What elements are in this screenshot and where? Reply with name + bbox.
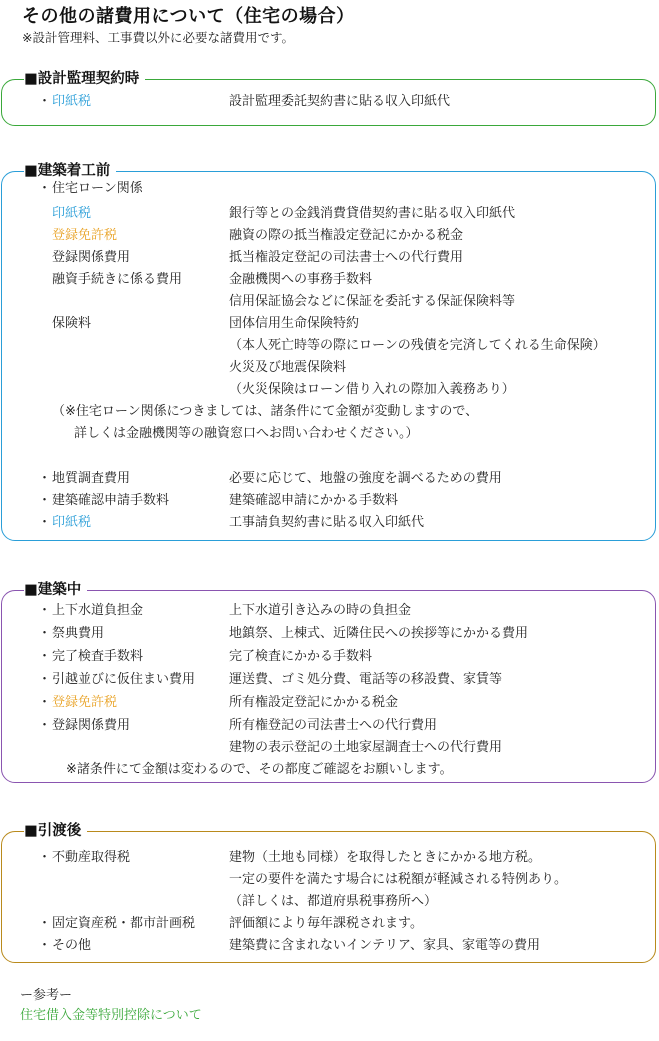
survey-desc: 必要に応じて、地盤の強度を調べるための費用 (229, 471, 502, 486)
loan-fee-desc: 金融機関への事務手数料 (229, 272, 373, 287)
loan-fee-label: 融資手続きに係る費用 (52, 272, 183, 287)
registration-tax-desc: 所有権設定登記にかかる税金 (229, 695, 399, 710)
inspection-label: 完了検査手数料 (52, 649, 144, 664)
loan-note: （※住宅ローン関係につきましては、諸条件にて金額が変動しますので、 (52, 404, 479, 419)
loan-fee-desc: 信用保証協会などに保証を委託する保証保険料等 (229, 294, 516, 309)
stamp-tax-desc: 銀行等との金銭消費貸借契約書に貼る収入印紙代 (229, 206, 516, 221)
acquisition-tax-label: 不動産取得税 (52, 850, 131, 865)
registration-tax-label: 登録免許税 (52, 228, 118, 243)
bullet: ・ (38, 718, 52, 733)
other-desc: 建築費に含まれないインテリア、家具、家電等の費用 (229, 938, 540, 953)
registration-fee-label: 登録関係費用 (52, 718, 131, 733)
bullet: ・ (38, 938, 52, 953)
bullet: ・ (38, 603, 52, 618)
registration-tax-label: 登録免許税 (52, 695, 118, 710)
bullet: ・ (38, 649, 52, 664)
insurance-desc: 火災及び地震保険料 (229, 360, 347, 375)
reference-label: ー参考ー (20, 988, 73, 1003)
survey-label: 地質調査費用 (52, 471, 131, 486)
bullet: ・ (38, 916, 52, 931)
bullet: ・ (38, 850, 52, 865)
inspection-desc: 完了検査にかかる手数料 (229, 649, 373, 664)
bullet: ・ (38, 515, 52, 530)
bullet: ・ (38, 672, 52, 687)
bullet: ・ (38, 471, 52, 486)
during-note: ※諸条件にて金額は変わるので、その都度ご確認をお願いします。 (66, 762, 453, 777)
acquisition-tax-desc: 建物（土地も同様）を取得したときにかかる地方税。 (229, 850, 542, 865)
property-tax-label: 固定資産税・都市計画税 (52, 916, 196, 931)
tax-deduction-link[interactable]: 住宅借入金等特別控除について (20, 1008, 202, 1023)
construction-start-section (1, 163, 656, 541)
loan-heading: 住宅ローン関係 (52, 181, 143, 196)
registration-fee-desc: 所有権登記の司法書士への代行費用 (229, 718, 438, 733)
acquisition-tax-desc: 一定の要件を満たす場合には税額が軽減される特例あり。 (229, 872, 568, 887)
bullet: ・ (38, 626, 52, 641)
design-contract-heading: ■設計監理契約時 (24, 69, 145, 89)
page-subtitle: ※設計管理料、工事費以外に必要な諸費用です。 (22, 30, 294, 45)
bullet: ・ (38, 493, 52, 508)
moving-desc: 運送費、ゴミ処分費、電話等の移設費、家賃等 (229, 672, 503, 687)
water-label: 上下水道負担金 (52, 603, 144, 618)
bullet: ・ (38, 181, 52, 196)
design-contract-section (1, 71, 656, 126)
insurance-desc: （本人死亡時等の際にローンの残債を完済してくれる生命保険） (229, 338, 606, 353)
page-title: その他の諸費用について（住宅の場合） (22, 6, 355, 27)
registration-tax-desc: 融資の際の抵当権設定登記にかかる税金 (229, 228, 464, 243)
insurance-desc: （火災保険はローン借り入れの際加入義務あり） (229, 382, 515, 397)
after-handover-heading: ■引渡後 (24, 821, 87, 841)
loan-note: 詳しくは金融機関等の融資窓口へお問い合わせください。） (74, 426, 419, 441)
property-tax-desc: 評価額により毎年課税されます。 (229, 916, 423, 931)
registration-fee-desc: 建物の表示登記の土地家屋調査士への代行費用 (229, 740, 503, 755)
stamp-tax-label: 印紙税 (52, 206, 92, 221)
during-construction-section (1, 582, 656, 783)
ceremony-label: 祭典費用 (52, 626, 105, 641)
acquisition-tax-desc: （詳しくは、都道府県税事務所へ） (229, 894, 438, 909)
after-handover-section (1, 823, 656, 963)
other-label: その他 (52, 938, 92, 953)
stamp-tax-desc: 工事請負契約書に貼る収入印紙代 (229, 515, 425, 530)
bullet: ・ (38, 94, 52, 109)
registration-fee-label: 登録関係費用 (52, 250, 131, 265)
stamp-tax-label: 印紙税 (52, 515, 92, 530)
stamp-tax-desc: 設計監理委託契約書に貼る収入印紙代 (229, 94, 451, 109)
confirmation-label: 建築確認申請手数料 (52, 493, 170, 508)
insurance-label: 保険料 (52, 316, 92, 331)
moving-label: 引越並びに仮住まい費用 (52, 672, 196, 687)
registration-fee-desc: 抵当権設定登記の司法書士への代行費用 (229, 250, 464, 265)
stamp-tax-label: 印紙税 (52, 94, 92, 109)
construction-start-heading: ■建築着工前 (24, 161, 116, 181)
insurance-desc: 団体信用生命保険特約 (229, 316, 360, 331)
confirmation-desc: 建築確認申請にかかる手数料 (229, 493, 399, 508)
during-construction-heading: ■建築中 (24, 580, 87, 600)
water-desc: 上下水道引き込みの時の負担金 (229, 603, 412, 618)
bullet: ・ (38, 695, 52, 710)
ceremony-desc: 地鎮祭、上棟式、近隣住民への挨拶等にかかる費用 (229, 626, 529, 641)
